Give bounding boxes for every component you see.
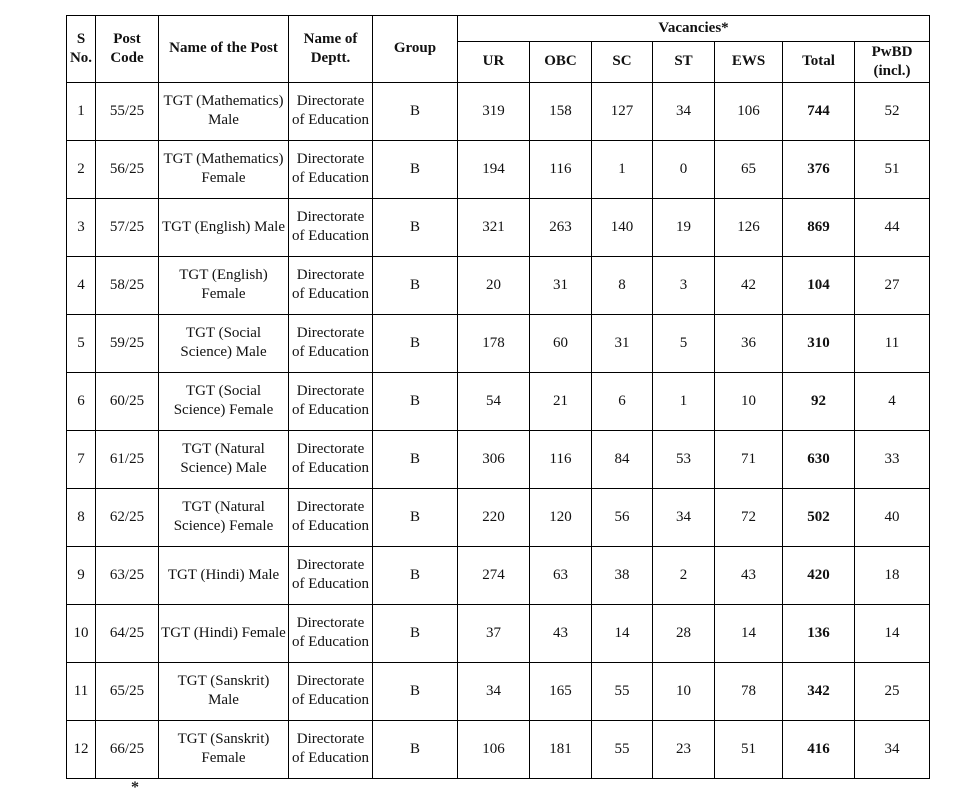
cell-group: B bbox=[373, 372, 458, 430]
table-row bbox=[67, 256, 930, 314]
cell-post-name: TGT (Mathematics) Female bbox=[159, 140, 289, 198]
header-post-code: Post Code bbox=[96, 16, 159, 83]
cell-ur: 20 bbox=[458, 256, 530, 314]
cell-ur: 274 bbox=[458, 546, 530, 604]
cell-obc: 165 bbox=[530, 662, 592, 720]
cell-post-code: 56/25 bbox=[96, 140, 159, 198]
table-header bbox=[67, 16, 930, 83]
cell-total: 342 bbox=[783, 662, 855, 720]
cell-pwbd: 51 bbox=[855, 140, 930, 198]
cell-sc: 31 bbox=[592, 314, 653, 372]
cell-post-name: TGT (Sanskrit) Male bbox=[159, 662, 289, 720]
cell-obc: 43 bbox=[530, 604, 592, 662]
cell-ews: 65 bbox=[715, 140, 783, 198]
cell-group: B bbox=[373, 140, 458, 198]
cell-pwbd: 33 bbox=[855, 430, 930, 488]
cell-ews: 106 bbox=[715, 82, 783, 140]
cell-total: 376 bbox=[783, 140, 855, 198]
cell-post-code: 65/25 bbox=[96, 662, 159, 720]
cell-sc: 1 bbox=[592, 140, 653, 198]
table-row bbox=[67, 662, 930, 720]
cell-deptt: Directorate of Education bbox=[289, 256, 373, 314]
cell-post-code: 64/25 bbox=[96, 604, 159, 662]
cell-total: 310 bbox=[783, 314, 855, 372]
cell-s-no: 3 bbox=[67, 198, 96, 256]
cell-ur: 194 bbox=[458, 140, 530, 198]
cell-pwbd: 44 bbox=[855, 198, 930, 256]
cell-group: B bbox=[373, 82, 458, 140]
cell-post-name: TGT (Natural Science) Female bbox=[159, 488, 289, 546]
cell-st: 19 bbox=[653, 198, 715, 256]
cell-post-name: TGT (Social Science) Male bbox=[159, 314, 289, 372]
cell-obc: 60 bbox=[530, 314, 592, 372]
cell-deptt: Directorate of Education bbox=[289, 430, 373, 488]
cell-obc: 63 bbox=[530, 546, 592, 604]
cell-post-code: 55/25 bbox=[96, 82, 159, 140]
cell-sc: 14 bbox=[592, 604, 653, 662]
cell-s-no: 1 bbox=[67, 82, 96, 140]
cell-deptt: Directorate of Education bbox=[289, 662, 373, 720]
cell-s-no: 2 bbox=[67, 140, 96, 198]
cell-total: 744 bbox=[783, 82, 855, 140]
cell-sc: 55 bbox=[592, 662, 653, 720]
cell-group: B bbox=[373, 488, 458, 546]
cell-ur: 178 bbox=[458, 314, 530, 372]
cell-ur: 37 bbox=[458, 604, 530, 662]
cell-st: 34 bbox=[653, 82, 715, 140]
cell-group: B bbox=[373, 662, 458, 720]
cell-deptt: Directorate of Education bbox=[289, 488, 373, 546]
cell-ur: 54 bbox=[458, 372, 530, 430]
table-row bbox=[67, 372, 930, 430]
cell-pwbd: 4 bbox=[855, 372, 930, 430]
cell-ews: 78 bbox=[715, 662, 783, 720]
cell-post-code: 59/25 bbox=[96, 314, 159, 372]
vacancies-table bbox=[66, 15, 930, 779]
header-name-of-post: Name of the Post bbox=[159, 16, 289, 83]
table-body bbox=[67, 82, 930, 778]
cell-deptt: Directorate of Education bbox=[289, 720, 373, 778]
footnote-cutoff-mark: * bbox=[131, 779, 139, 788]
header-sc: SC bbox=[592, 42, 653, 83]
cell-post-code: 57/25 bbox=[96, 198, 159, 256]
cell-total: 630 bbox=[783, 430, 855, 488]
table-row bbox=[67, 604, 930, 662]
cell-s-no: 4 bbox=[67, 256, 96, 314]
cell-deptt: Directorate of Education bbox=[289, 372, 373, 430]
cell-sc: 6 bbox=[592, 372, 653, 430]
cell-ur: 34 bbox=[458, 662, 530, 720]
cell-s-no: 9 bbox=[67, 546, 96, 604]
cell-sc: 8 bbox=[592, 256, 653, 314]
cell-s-no: 7 bbox=[67, 430, 96, 488]
cell-post-code: 66/25 bbox=[96, 720, 159, 778]
cell-ur: 220 bbox=[458, 488, 530, 546]
cell-post-code: 58/25 bbox=[96, 256, 159, 314]
cell-obc: 158 bbox=[530, 82, 592, 140]
cell-post-name: TGT (Natural Science) Male bbox=[159, 430, 289, 488]
cell-post-code: 61/25 bbox=[96, 430, 159, 488]
header-row-top bbox=[67, 16, 930, 42]
cell-ews: 14 bbox=[715, 604, 783, 662]
cell-st: 23 bbox=[653, 720, 715, 778]
cell-pwbd: 18 bbox=[855, 546, 930, 604]
cell-sc: 38 bbox=[592, 546, 653, 604]
cell-obc: 120 bbox=[530, 488, 592, 546]
cell-post-name: TGT (Hindi) Female bbox=[159, 604, 289, 662]
table-row bbox=[67, 140, 930, 198]
cell-ews: 51 bbox=[715, 720, 783, 778]
header-ur: UR bbox=[458, 42, 530, 83]
cell-ews: 72 bbox=[715, 488, 783, 546]
cell-obc: 116 bbox=[530, 430, 592, 488]
table-row bbox=[67, 82, 930, 140]
table-row bbox=[67, 720, 930, 778]
cell-sc: 84 bbox=[592, 430, 653, 488]
cell-s-no: 12 bbox=[67, 720, 96, 778]
cell-s-no: 5 bbox=[67, 314, 96, 372]
cell-group: B bbox=[373, 198, 458, 256]
cell-pwbd: 14 bbox=[855, 604, 930, 662]
cell-group: B bbox=[373, 256, 458, 314]
header-pwbd: PwBD (incl.) bbox=[855, 42, 930, 83]
cell-ews: 71 bbox=[715, 430, 783, 488]
cell-post-code: 62/25 bbox=[96, 488, 159, 546]
table-row bbox=[67, 546, 930, 604]
cell-pwbd: 52 bbox=[855, 82, 930, 140]
cell-ews: 36 bbox=[715, 314, 783, 372]
cell-total: 420 bbox=[783, 546, 855, 604]
header-name-of-deptt: Name of Deptt. bbox=[289, 16, 373, 83]
cell-ur: 106 bbox=[458, 720, 530, 778]
cell-total: 92 bbox=[783, 372, 855, 430]
cell-group: B bbox=[373, 720, 458, 778]
cell-sc: 55 bbox=[592, 720, 653, 778]
cell-s-no: 8 bbox=[67, 488, 96, 546]
cell-post-code: 63/25 bbox=[96, 546, 159, 604]
cell-ur: 321 bbox=[458, 198, 530, 256]
cell-group: B bbox=[373, 604, 458, 662]
cell-post-name: TGT (Social Science) Female bbox=[159, 372, 289, 430]
cell-post-name: TGT (Sanskrit) Female bbox=[159, 720, 289, 778]
cell-sc: 56 bbox=[592, 488, 653, 546]
cell-obc: 263 bbox=[530, 198, 592, 256]
cell-total: 136 bbox=[783, 604, 855, 662]
cell-s-no: 6 bbox=[67, 372, 96, 430]
cell-deptt: Directorate of Education bbox=[289, 198, 373, 256]
cell-post-name: TGT (Hindi) Male bbox=[159, 546, 289, 604]
table-row bbox=[67, 488, 930, 546]
header-group: Group bbox=[373, 16, 458, 83]
cell-st: 53 bbox=[653, 430, 715, 488]
cell-st: 2 bbox=[653, 546, 715, 604]
cell-deptt: Directorate of Education bbox=[289, 604, 373, 662]
cell-post-name: TGT (English) Female bbox=[159, 256, 289, 314]
cell-pwbd: 27 bbox=[855, 256, 930, 314]
cell-s-no: 11 bbox=[67, 662, 96, 720]
cell-st: 28 bbox=[653, 604, 715, 662]
cell-obc: 21 bbox=[530, 372, 592, 430]
cell-obc: 181 bbox=[530, 720, 592, 778]
table-row bbox=[67, 430, 930, 488]
header-vacancies-span: Vacancies* bbox=[458, 16, 930, 42]
cell-ur: 306 bbox=[458, 430, 530, 488]
cell-ews: 42 bbox=[715, 256, 783, 314]
cell-obc: 116 bbox=[530, 140, 592, 198]
cell-total: 869 bbox=[783, 198, 855, 256]
cell-pwbd: 40 bbox=[855, 488, 930, 546]
cell-st: 5 bbox=[653, 314, 715, 372]
cell-group: B bbox=[373, 314, 458, 372]
cell-s-no: 10 bbox=[67, 604, 96, 662]
cell-ews: 126 bbox=[715, 198, 783, 256]
header-s-no: S No. bbox=[67, 16, 96, 83]
cell-pwbd: 34 bbox=[855, 720, 930, 778]
cell-group: B bbox=[373, 430, 458, 488]
cell-st: 10 bbox=[653, 662, 715, 720]
cell-total: 104 bbox=[783, 256, 855, 314]
cell-st: 3 bbox=[653, 256, 715, 314]
cell-pwbd: 25 bbox=[855, 662, 930, 720]
cell-st: 0 bbox=[653, 140, 715, 198]
cell-group: B bbox=[373, 546, 458, 604]
cell-post-name: TGT (English) Male bbox=[159, 198, 289, 256]
cell-st: 1 bbox=[653, 372, 715, 430]
cell-deptt: Directorate of Education bbox=[289, 314, 373, 372]
header-total: Total bbox=[783, 42, 855, 83]
cell-post-name: TGT (Mathematics) Male bbox=[159, 82, 289, 140]
cell-post-code: 60/25 bbox=[96, 372, 159, 430]
cell-deptt: Directorate of Education bbox=[289, 140, 373, 198]
cell-sc: 127 bbox=[592, 82, 653, 140]
cell-deptt: Directorate of Education bbox=[289, 82, 373, 140]
cell-obc: 31 bbox=[530, 256, 592, 314]
table-row bbox=[67, 198, 930, 256]
table-row bbox=[67, 314, 930, 372]
cell-ews: 43 bbox=[715, 546, 783, 604]
cell-ur: 319 bbox=[458, 82, 530, 140]
cell-total: 502 bbox=[783, 488, 855, 546]
cell-sc: 140 bbox=[592, 198, 653, 256]
cell-pwbd: 11 bbox=[855, 314, 930, 372]
cell-deptt: Directorate of Education bbox=[289, 546, 373, 604]
header-st: ST bbox=[653, 42, 715, 83]
header-ews: EWS bbox=[715, 42, 783, 83]
cell-st: 34 bbox=[653, 488, 715, 546]
cell-ews: 10 bbox=[715, 372, 783, 430]
cell-total: 416 bbox=[783, 720, 855, 778]
header-obc: OBC bbox=[530, 42, 592, 83]
